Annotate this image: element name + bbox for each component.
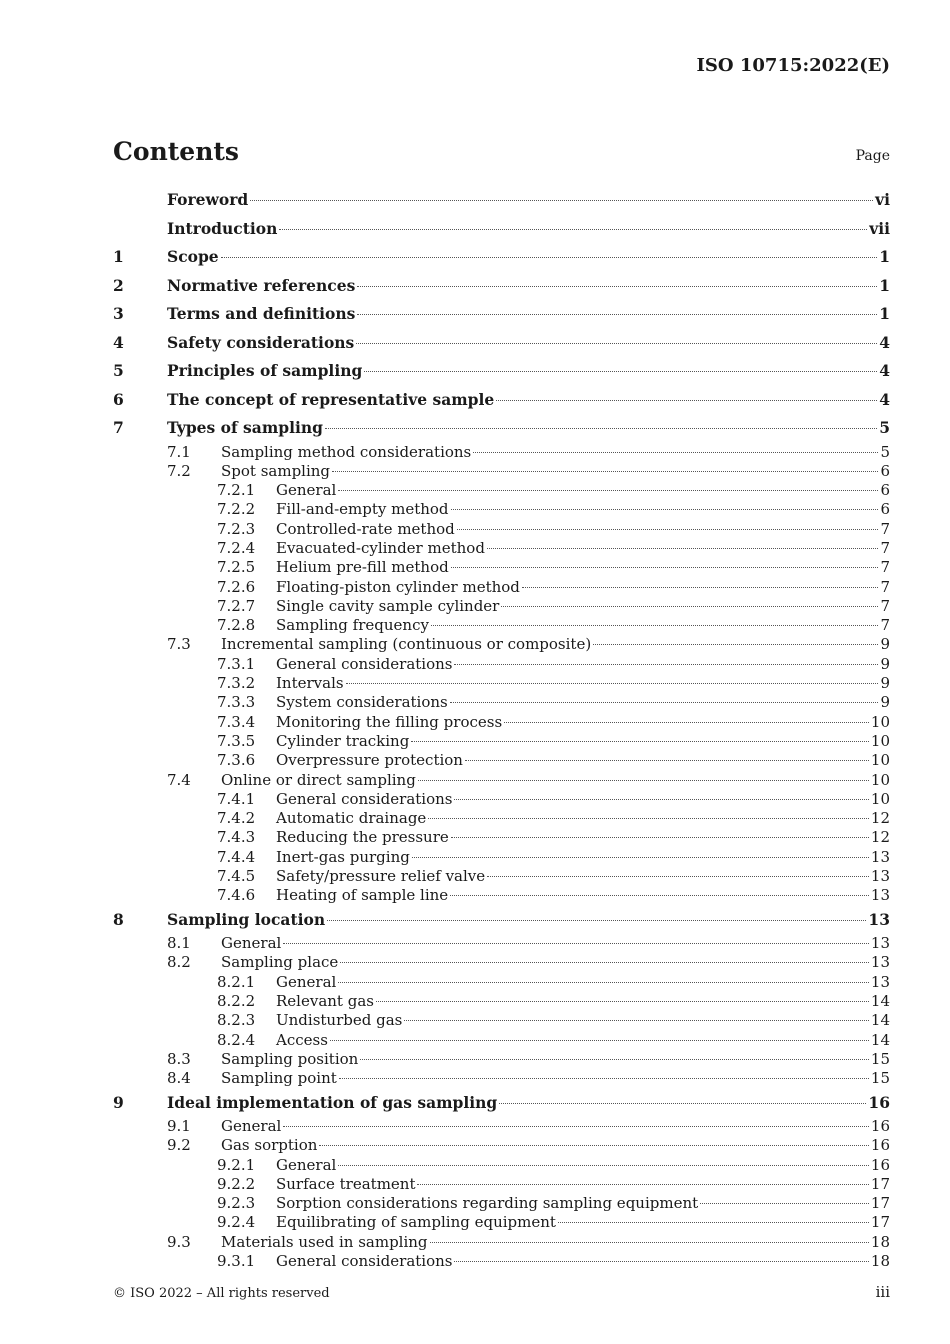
toc-entry-title: Equilibrating of sampling equipment [276,1213,556,1232]
toc-entry-number: 7.3.1 [217,654,256,673]
toc-entry-title: Evacuated-cylinder method [276,538,485,557]
dot-leader [250,200,873,201]
toc-entry-page: 7 [880,519,890,538]
toc-entry-title: The concept of representative sample [167,389,495,409]
toc-entry-title: Sampling place [221,953,339,972]
toc-entry-title: Automatic drainage [276,809,427,828]
dot-leader [417,1184,868,1185]
dot-leader [454,1261,868,1262]
toc-entry-number: 2 [113,275,124,295]
toc-entry-page: 5 [879,418,890,437]
toc-entry[interactable] [113,973,890,992]
toc-entry-title: Sampling method considerations [221,442,472,461]
toc-entry-number: 9.3.1 [217,1252,256,1271]
toc-entry[interactable] [113,934,890,953]
dot-leader [487,548,879,549]
toc-entry-number: 7.2.8 [217,616,256,635]
toc-entry[interactable] [113,1011,890,1030]
toc-entry-page: 13 [870,847,890,866]
dot-leader [465,760,869,761]
toc-entry-title: General considerations [276,789,453,808]
toc-entry-page: 12 [870,809,890,828]
toc-entry-title: Fill-and-empty method [276,500,449,519]
toc-entry[interactable] [113,1213,890,1232]
dot-leader [283,1126,869,1127]
toc-entry-page: 16 [870,1117,890,1135]
page-number: iii [875,1283,890,1301]
toc-entry[interactable] [113,443,890,462]
toc-entry-number: 6 [113,389,124,409]
toc-entry-number: 8.2 [167,953,191,972]
toc-entry-number: 8.3 [167,1049,191,1068]
toc-entry-title: Normative references [167,275,356,295]
toc-entry[interactable] [113,886,890,905]
toc-entry[interactable] [113,848,890,867]
dot-leader [411,741,869,742]
dot-leader [473,452,878,453]
document-id: ISO 10715:2022(E) [696,55,890,76]
dot-leader [338,490,878,491]
toc-entry-page: 13 [870,934,890,953]
toc-entry-page: 13 [870,886,890,905]
toc-entry[interactable] [113,539,890,558]
toc-entry-number: 7.2.7 [217,596,256,615]
toc-entry-title: Cylinder tracking [276,731,410,750]
toc-entry-title: Reducing the pressure [276,828,449,847]
toc-entry-title: General [276,481,337,500]
toc-entry-title: Introduction [167,218,278,238]
page-column-label: Page [855,148,890,164]
toc-entry-title: Controlled-rate method [276,519,455,538]
toc-entry-title: Floating-piston cylinder method [276,577,520,596]
toc-entry-title: Terms and definitions [167,304,356,323]
dot-leader [496,400,877,401]
dot-leader [357,286,877,287]
dot-leader [338,1165,869,1166]
toc-entry[interactable] [113,906,890,935]
toc-entry-title: System considerations [276,693,448,712]
toc-entry[interactable] [113,809,890,828]
toc-entry-page: 9 [880,693,890,712]
dot-leader [346,683,879,684]
toc-entry-page: 13 [870,953,890,972]
toc-entry[interactable] [113,1117,890,1136]
toc-entry[interactable] [113,500,890,519]
toc-entry-number: 9.3 [167,1232,191,1251]
toc-entry[interactable] [113,215,890,244]
toc-entry[interactable] [113,693,890,712]
toc-entry[interactable] [113,1050,890,1069]
dot-leader [357,314,877,315]
toc-entry-page: 6 [880,500,890,519]
toc-entry-number: 7.3.6 [217,751,256,770]
toc-entry-title: Gas sorption [221,1136,318,1155]
toc-entry-page: 7 [880,596,890,615]
toc-entry-title: General considerations [276,1252,453,1271]
toc-entry[interactable] [113,674,890,693]
toc-entry-number: 7.3.3 [217,693,256,712]
toc-entry-title: Sampling position [221,1049,359,1068]
toc-entry-number: 9.2.3 [217,1194,256,1213]
toc-entry-page: 6 [880,461,890,480]
dot-leader [451,837,869,838]
toc-entry-page: 18 [870,1232,890,1251]
dot-leader [404,1020,869,1021]
toc-entry[interactable] [113,771,890,790]
toc-entry-title: Inert-gas purging [276,847,410,866]
dot-leader [593,644,878,645]
toc-entry[interactable] [113,1156,890,1175]
toc-entry[interactable] [113,386,890,415]
toc-entry[interactable] [113,1252,890,1271]
toc-entry-page: 10 [870,712,890,731]
contents-heading-row [113,132,890,166]
dot-leader [522,587,879,588]
toc-entry-number: 7.2.6 [217,577,256,596]
toc-entry-number: 7.3.4 [217,712,256,731]
dot-leader [451,567,879,568]
toc-entry[interactable] [113,300,890,329]
toc-entry-page: 17 [870,1194,890,1213]
toc-entry-page: 1 [879,247,890,266]
toc-entry[interactable] [113,790,890,809]
toc-entry-page: 12 [870,828,890,847]
dot-leader [501,606,878,607]
dot-leader [431,625,879,626]
toc-entry-number: 5 [113,361,124,380]
toc-entry[interactable] [113,751,890,770]
toc-entry-title: Monitoring the filling process [276,712,503,731]
dot-leader [418,780,869,781]
toc-entry-page: 10 [870,751,890,770]
toc-entry-page: 16 [868,1092,890,1112]
toc-entry-number: 7.4 [167,770,191,789]
toc-entry-page: 7 [880,616,890,635]
toc-entry-page: 9 [880,674,890,693]
toc-entry-title: Foreword [167,190,249,209]
toc-entry-number: 3 [113,304,124,323]
toc-entry-number: 9.2 [167,1136,191,1155]
toc-entry[interactable] [113,713,890,732]
toc-entry-title: Types of sampling [167,418,323,437]
toc-entry-page: 14 [870,992,890,1011]
toc-entry-number: 1 [113,247,124,266]
toc-entry-title: Overpressure protection [276,751,463,770]
toc-entry-number: 7.4.2 [217,809,256,828]
toc-entry-page: 17 [870,1213,890,1232]
dot-leader [430,1242,869,1243]
toc-entry-number: 9.2.2 [217,1174,256,1193]
toc-entry-page: 10 [870,770,890,789]
toc-entry-title: General considerations [276,654,453,673]
toc-entry[interactable] [113,992,890,1011]
toc-entry-title: Principles of sampling [167,361,363,380]
toc-entry[interactable] [113,481,890,500]
toc-entry-title: Sorption considerations regarding sampling equipment [276,1194,699,1213]
toc-entry-page: 16 [870,1155,890,1174]
toc-entry-title: Single cavity sample cylinder [276,596,500,615]
table-of-contents [113,186,890,1271]
toc-entry-title: Surface treatment [276,1174,416,1193]
dot-leader [364,371,877,372]
toc-entry-number: 8.2.3 [217,1011,256,1030]
dot-leader [339,1078,869,1079]
toc-entry-page: 4 [879,361,890,380]
toc-entry-page: vi [875,190,890,209]
toc-entry-number: 7 [113,418,124,437]
copyright-notice: © ISO 2022 – All rights reserved [113,1286,330,1301]
dot-leader [558,1222,869,1223]
toc-entry-title: Relevant gas [276,992,374,1011]
toc-entry[interactable] [113,1136,890,1155]
toc-entry-number: 7.4.4 [217,847,256,866]
toc-entry-page: 15 [870,1069,890,1088]
toc-entry-number: 9.2.1 [217,1155,256,1174]
dot-leader [499,1103,866,1104]
toc-entry-number: 7.1 [167,442,191,461]
toc-entry-page: 4 [879,332,890,352]
toc-entry-number: 7.2.4 [217,538,256,557]
toc-entry[interactable] [113,1175,890,1194]
toc-entry[interactable] [113,1069,890,1088]
toc-entry-number: 7.3 [167,635,191,654]
toc-entry[interactable] [113,635,890,654]
toc-entry-title: General [221,1117,282,1135]
toc-entry-number: 4 [113,332,124,352]
toc-entry-title: Helium pre-fill method [276,558,449,577]
toc-entry-number: 8.1 [167,934,191,953]
toc-entry-title: Sampling point [221,1069,337,1088]
toc-entry-page: 7 [880,558,890,577]
dot-leader [428,818,869,819]
toc-entry-number: 8.2.2 [217,992,256,1011]
toc-entry-title: Safety considerations [167,332,355,352]
toc-entry-page: 1 [879,304,890,323]
toc-entry[interactable] [113,578,890,597]
toc-entry-title: Intervals [276,674,344,693]
toc-entry[interactable] [113,329,890,358]
toc-entry[interactable] [113,953,890,972]
dot-leader [330,1040,869,1041]
toc-entry[interactable] [113,520,890,539]
toc-entry-number: 7.2.2 [217,500,256,519]
toc-entry[interactable] [113,558,890,577]
toc-entry-page: 16 [870,1136,890,1155]
toc-entry-number: 7.2.5 [217,558,256,577]
toc-entry-page: vii [869,218,890,238]
toc-entry-page: 15 [870,1049,890,1068]
dot-leader [221,257,878,258]
toc-entry[interactable] [113,462,890,481]
toc-entry-number: 9.1 [167,1117,191,1135]
toc-entry-page: 4 [879,389,890,409]
dot-leader [504,722,869,723]
toc-entry-title: Materials used in sampling [221,1232,428,1251]
toc-entry-number: 7.3.5 [217,731,256,750]
toc-entry-number: 9 [113,1092,124,1112]
toc-entry[interactable] [113,357,890,386]
toc-entry-title: Sampling frequency [276,616,429,635]
toc-entry-page: 10 [870,789,890,808]
toc-entry[interactable] [113,597,890,616]
toc-entry[interactable] [113,1089,890,1118]
toc-entry-number: 7.2 [167,461,191,480]
dot-leader [340,962,869,963]
toc-entry-page: 6 [880,481,890,500]
toc-entry[interactable] [113,1031,890,1050]
toc-entry[interactable] [113,414,890,443]
dot-leader [700,1203,869,1204]
toc-entry-number: 7.3.2 [217,674,256,693]
toc-entry[interactable] [113,828,890,847]
toc-entry-title: Scope [167,247,219,266]
toc-entry-title: Undisturbed gas [276,1011,403,1030]
toc-entry-page: 7 [880,577,890,596]
toc-entry-page: 17 [870,1174,890,1193]
toc-entry-number: 7.2.3 [217,519,256,538]
dot-leader [360,1059,869,1060]
toc-entry-number: 8 [113,909,124,929]
toc-entry-page: 9 [880,635,890,654]
dot-leader [327,920,866,921]
toc-entry-number: 8.2.1 [217,972,256,991]
toc-entry-number: 8.4 [167,1069,191,1088]
toc-entry-page: 5 [880,442,890,461]
toc-entry-number: 7.4.1 [217,789,256,808]
toc-entry-title: General [276,1155,337,1174]
toc-entry-page: 13 [868,909,890,929]
toc-entry-title: Spot sampling [221,461,331,480]
toc-entry-number: 7.4.6 [217,886,256,905]
dot-leader [356,343,877,344]
toc-entry-page: 7 [880,538,890,557]
toc-entry-page: 10 [870,731,890,750]
dot-leader [412,857,869,858]
toc-entry-title: Online or direct sampling [221,770,416,789]
toc-entry[interactable] [113,616,890,635]
toc-entry-title: Sampling location [167,909,326,929]
toc-entry-page: 14 [870,1011,890,1030]
toc-entry-number: 7.4.5 [217,867,256,886]
dot-leader [332,471,878,472]
dot-leader [279,229,867,230]
dot-leader [376,1001,869,1002]
toc-entry[interactable] [113,732,890,751]
dot-leader [451,509,879,510]
toc-entry[interactable] [113,867,890,886]
toc-entry-title: Incremental sampling (continuous or composite) [221,635,592,654]
toc-entry[interactable] [113,1233,890,1252]
toc-entry[interactable] [113,272,890,301]
dot-leader [283,943,869,944]
dot-leader [338,982,869,983]
dot-leader [457,529,879,530]
dot-leader [319,1145,868,1146]
toc-entry-title: Access [276,1030,328,1049]
toc-entry-number: 7.2.1 [217,481,256,500]
toc-entry[interactable] [113,1194,890,1213]
toc-entry[interactable] [113,243,890,272]
contents-title: Contents [113,137,240,166]
toc-entry-page: 9 [880,654,890,673]
dot-leader [454,664,878,665]
toc-entry-number: 9.2.4 [217,1213,256,1232]
toc-entry-page: 14 [870,1030,890,1049]
toc-entry-title: General [221,934,282,953]
toc-entry-page: 1 [879,275,890,295]
toc-entry[interactable] [113,655,890,674]
toc-entry-page: 18 [870,1252,890,1271]
toc-entry-title: General [276,972,337,991]
toc-entry-page: 13 [870,867,890,886]
toc-entry-title: Heating of sample line [276,886,449,905]
dot-leader [454,799,868,800]
toc-entry-title: Ideal implementation of gas sampling [167,1092,498,1112]
toc-entry-number: 7.4.3 [217,828,256,847]
dot-leader [487,876,869,877]
toc-entry-title: Safety/pressure relief valve [276,867,486,886]
dot-leader [450,895,869,896]
toc-entry-number: 8.2.4 [217,1030,256,1049]
toc-entry[interactable] [113,186,890,215]
toc-entry-page: 13 [870,972,890,991]
dot-leader [325,428,877,429]
dot-leader [450,702,879,703]
